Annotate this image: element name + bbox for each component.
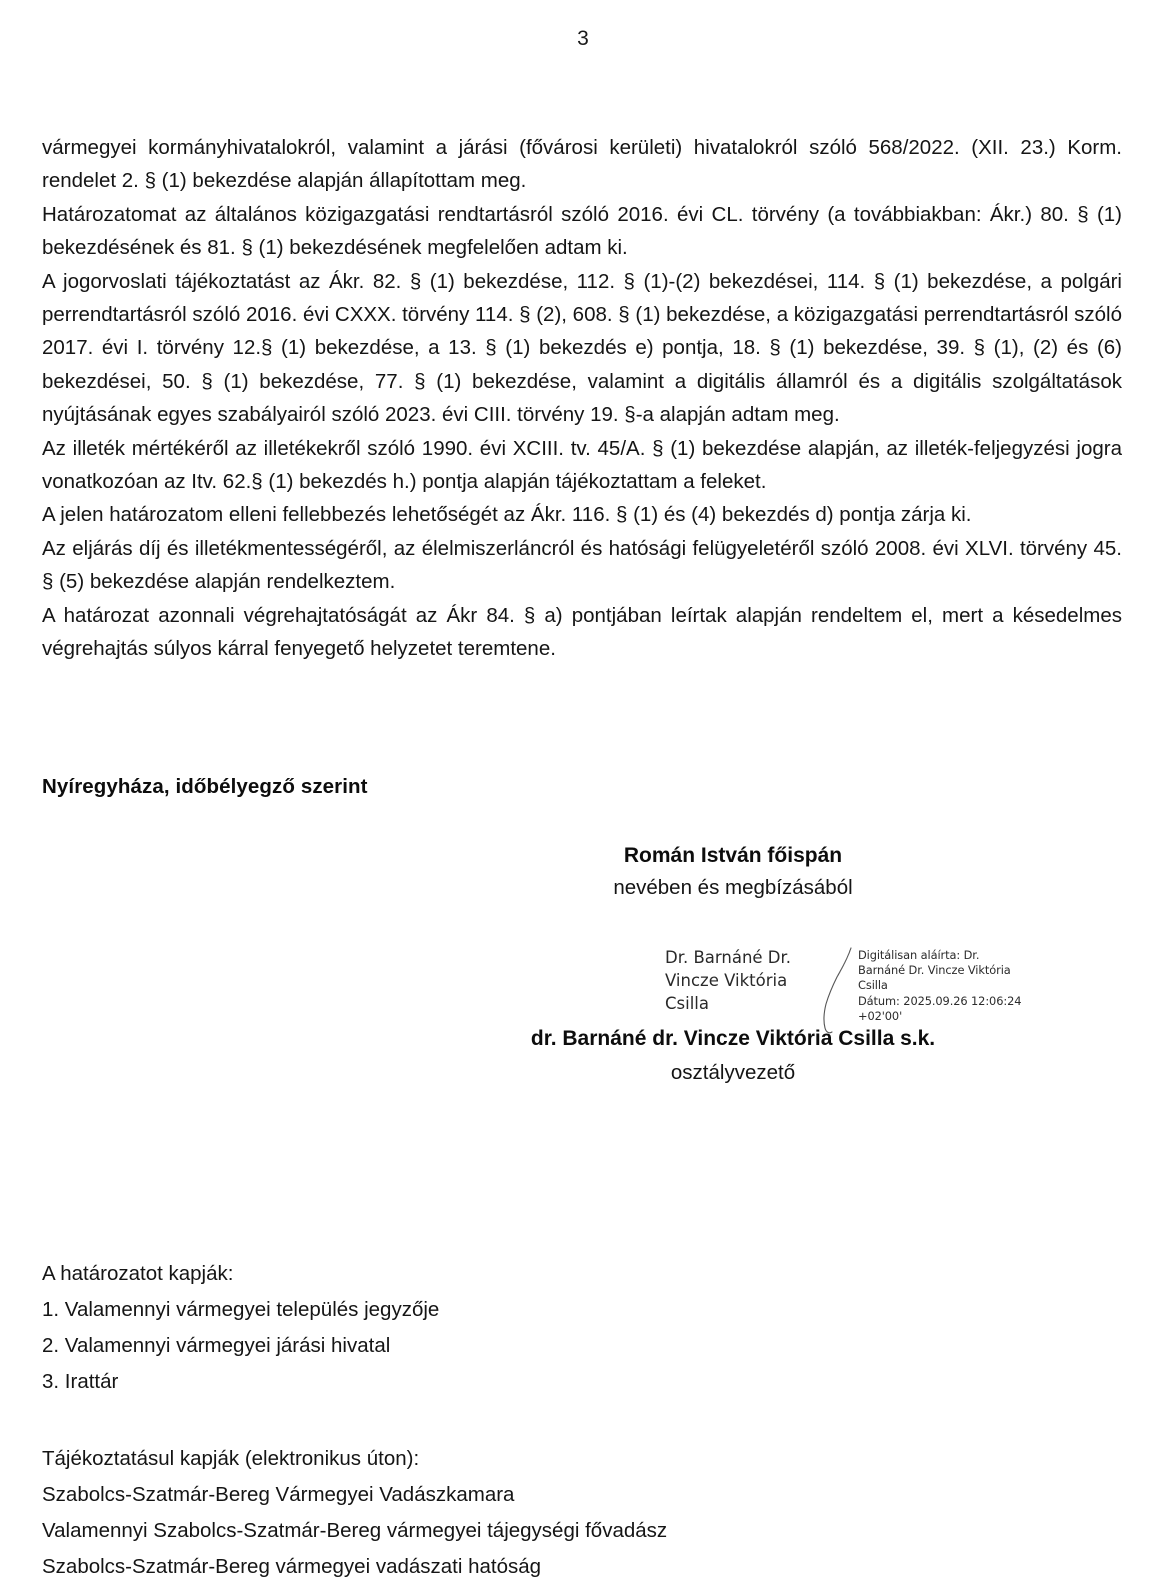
paragraph: Az eljárás díj és illetékmentességéről, az élelmiszerláncról és hatósági felügyeletéről szóló 2008. évi XLVI. törvény 45. § (5) bekezdése alapján rendelkeztem. (42, 536, 1122, 594)
signature-on-behalf-of: nevében és megbízásából (613, 876, 853, 899)
list-item: 2. Valamennyi vármegyei járási hivatal (42, 1334, 391, 1357)
list-item: Szabolcs-Szatmár-Bereg Vármegyei Vadászkamara (42, 1483, 515, 1506)
signer-name: dr. Barnáné dr. Vincze Viktória Csilla s.k. (530, 1027, 936, 1050)
digital-signature-name-line: Vincze Viktória (665, 971, 788, 990)
digital-signature-details (858, 948, 1023, 1024)
signature-block (383, 840, 1083, 904)
digital-signature-details-line: Dátum: 2025.09.26 12:06:24 (858, 993, 1022, 1008)
paragraph: Határozatomat az általános közigazgatási rendtartásról szóló 2016. évi CL. törvény (a továbbiakban: Ákr.) 80. § (1) bekezdésének és 81. § (1) bekezdésének megfelelően adtam ki. (42, 202, 1122, 260)
place-and-date: Nyíregyháza, időbélyegző szerint (42, 775, 368, 798)
paragraph: A jogorvoslati tájékoztatást az Ákr. 82. § (1) bekezdése, 112. § (1)-(2) bekezdései, 114. § (1) bekezdése, a polgári perrendtartásról szóló 2016. évi CXXX. törvény 114. § (2), 608. § (1) bekezdése, a közigazgatási perrendtartásról szóló 2017. évi I. törvény 12.§ (1) bekezdése, a 13. § (1) bekezdés e) pontja, 18. § (1) bekezdése, 39. § (1), (2) és (6) bekezdései, 50. § (1) bekezdése, 77. § (1) bekezdése, valamint a digitális államról és a digitális szolgáltatások nyújtásának egyes szabályairól szóló 2023. évi CIII. törvény 19. §-a alapján adtam meg. (42, 269, 1122, 427)
digital-signature-name (665, 946, 815, 1015)
paragraph: vármegyei kormányhivatalokról, valamint a járási (fővárosi kerületi) hivatalokról szóló 568/2022. (XII. 23.) Korm. rendelet 2. § (1) bekezdése alapján állapítottam meg. (42, 136, 1122, 193)
digital-signature-details-line: Barnáné Dr. Vincze Viktória (858, 963, 1011, 978)
signature-principal-name: Román István főispán (623, 844, 843, 867)
list-item: 1. Valamennyi vármegyei település jegyzője (42, 1298, 440, 1321)
cc-heading: Tájékoztatásul kapják (elektronikus úton): (42, 1447, 420, 1470)
paragraph: A jelen határozatom elleni fellebbezés lehetőségét az Ákr. 116. § (1) és (4) bekezdés d) pontja zárja ki. (42, 503, 972, 527)
cc-list (42, 1441, 1042, 1585)
list-item: 3. Irattár (42, 1370, 119, 1393)
digital-signature-name-line: Dr. Barnáné Dr. (665, 948, 792, 967)
list-item: Szabolcs-Szatmár-Bereg vármegyei vadászati hatóság (42, 1555, 542, 1578)
digital-signature-details-line: Csilla (858, 978, 888, 993)
distribution-list (42, 1256, 942, 1400)
page-number: 3 (577, 27, 589, 50)
paragraph: A határozat azonnali végrehajtatóságát az Ákr 84. § a) pontjában leírtak alapján rendeltem el, mert a késedelmes végrehajtás súlyos kárral fenyegető helyzetet teremtene. (42, 603, 1122, 661)
distribution-heading: A határozatot kapják: (42, 1262, 234, 1285)
list-item: Valamennyi Szabolcs-Szatmár-Bereg vármegyei tájegységi fővadász (42, 1519, 668, 1542)
digital-signature-stamp (665, 946, 1022, 1032)
signer-title: osztályvezető (670, 1061, 796, 1084)
digital-signature-details-line: Digitálisan aláírta: Dr. (858, 948, 980, 962)
digital-signature-details-line: +02'00' (858, 1008, 903, 1023)
digital-signature-name-line: Csilla (665, 994, 709, 1013)
paragraph: Az illeték mértékéről az illetékekről szóló 1990. évi XCIII. tv. 45/A. § (1) bekezdése alapján, az illeték-feljegyzési jogra vonatkozóan az Itv. 62.§ (1) bekezdés h.) pontja alapján tájékoztattam a feleket. (42, 436, 1122, 494)
body-text-block (42, 131, 1122, 666)
